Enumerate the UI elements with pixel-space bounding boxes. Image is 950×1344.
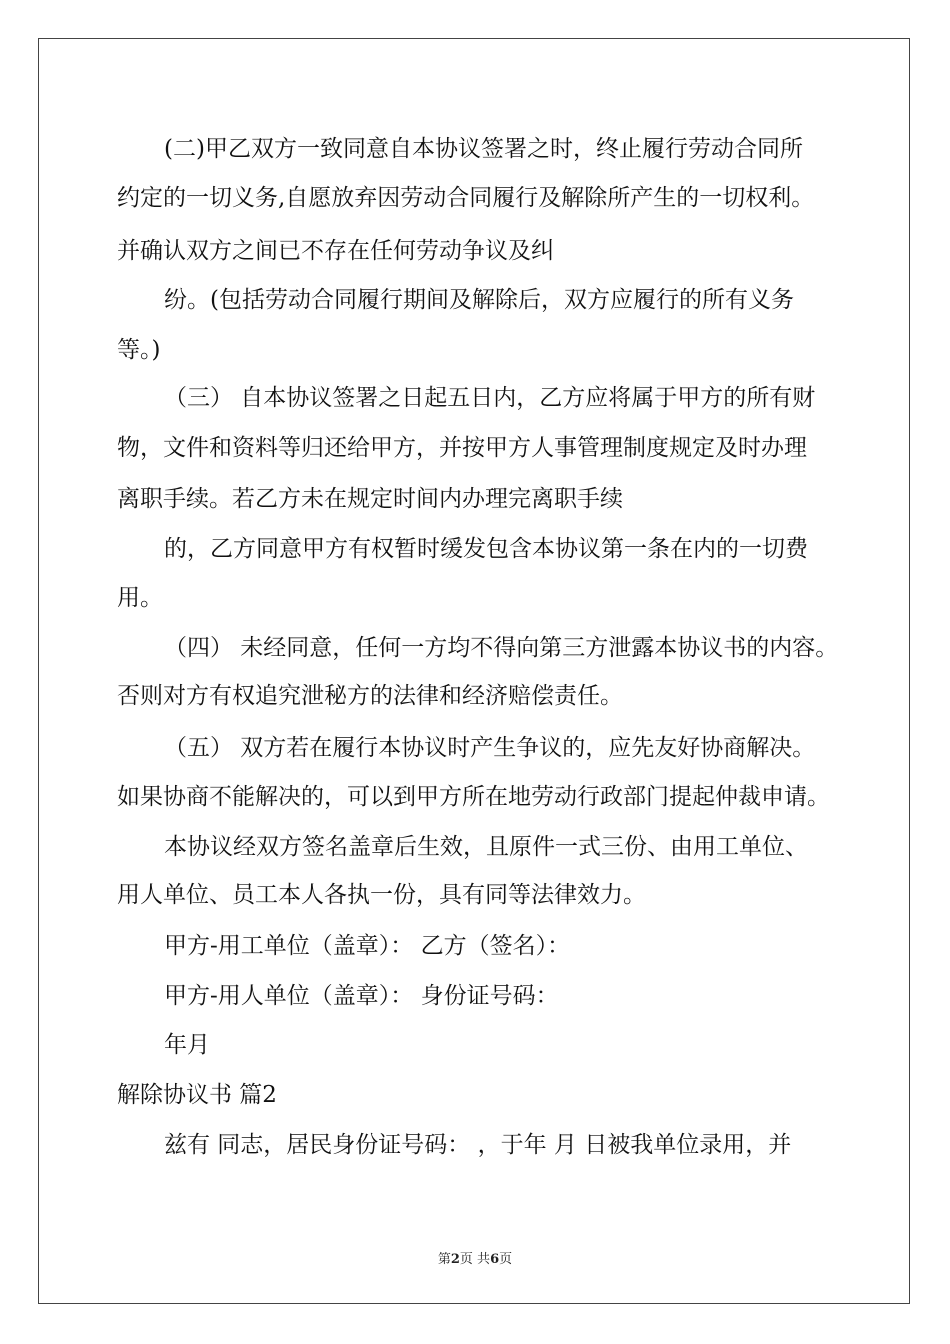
page-current: 2: [450, 1252, 460, 1267]
signature-line: 甲方-用工单位（盖章）： 乙方（签名）：: [164, 933, 571, 959]
paragraph-line: 如果协商不能解决的，可以到甲方所在地劳动行政部门提起仲裁申请。: [117, 784, 830, 810]
signature-line: 甲方-用人单位（盖章）： 身份证号码：: [164, 983, 559, 1009]
page-border: [38, 38, 910, 1304]
paragraph-line: 的，乙方同意甲方有权暂时缓发包含本协议第一条在内的一切费: [164, 536, 808, 562]
page-prefix: 第: [437, 1252, 451, 1267]
paragraph-line: 纷。(包括劳动合同履行期间及解除后，双方应履行的所有义务: [164, 287, 794, 313]
paragraph-line: 兹有 同志，居民身份证号码： ，于年 月 日被我单位录用，并: [164, 1132, 792, 1158]
paragraph-line: 否则对方有权追究泄秘方的法律和经济赔偿责任。: [117, 683, 623, 709]
paragraph-line: （五） 双方若在履行本协议时产生争议的，应先友好协商解决。: [164, 735, 816, 761]
page-mid: 页 共: [459, 1252, 491, 1267]
page-suffix: 页: [499, 1252, 513, 1267]
date-line: 年月: [164, 1032, 210, 1058]
paragraph-line: 并确认双方之间已不存在任何劳动争议及纠: [117, 238, 554, 264]
paragraph-line: 本协议经双方签名盖章后生效，且原件一式三份、由用工单位、: [164, 834, 808, 860]
paragraph-line: 约定的一切义务,自愿放弃因劳动合同履行及解除所产生的一切权利。: [117, 185, 815, 211]
section-heading: 解除协议书 篇2: [117, 1082, 277, 1108]
page-footer: [0, 1248, 950, 1267]
paragraph-line: 离职手续。若乙方未在规定时间内办理完离职手续: [117, 486, 623, 512]
paragraph-line: （三） 自本协议签署之日起五日内，乙方应将属于甲方的所有财: [164, 385, 816, 411]
paragraph-line: 等。): [117, 337, 161, 363]
page-total: 6: [490, 1252, 500, 1267]
paragraph-line: 物，文件和资料等归还给甲方，并按甲方人事管理制度规定及时办理: [117, 435, 807, 461]
paragraph-line: （四） 未经同意，任何一方均不得向第三方泄露本协议书的内容。: [164, 635, 839, 661]
paragraph-line: 用。: [117, 585, 163, 611]
paragraph-line: (二)甲乙双方一致同意自本协议签署之时，终止履行劳动合同所: [164, 136, 803, 162]
paragraph-line: 用人单位、员工本人各执一份，具有同等法律效力。: [117, 882, 646, 908]
